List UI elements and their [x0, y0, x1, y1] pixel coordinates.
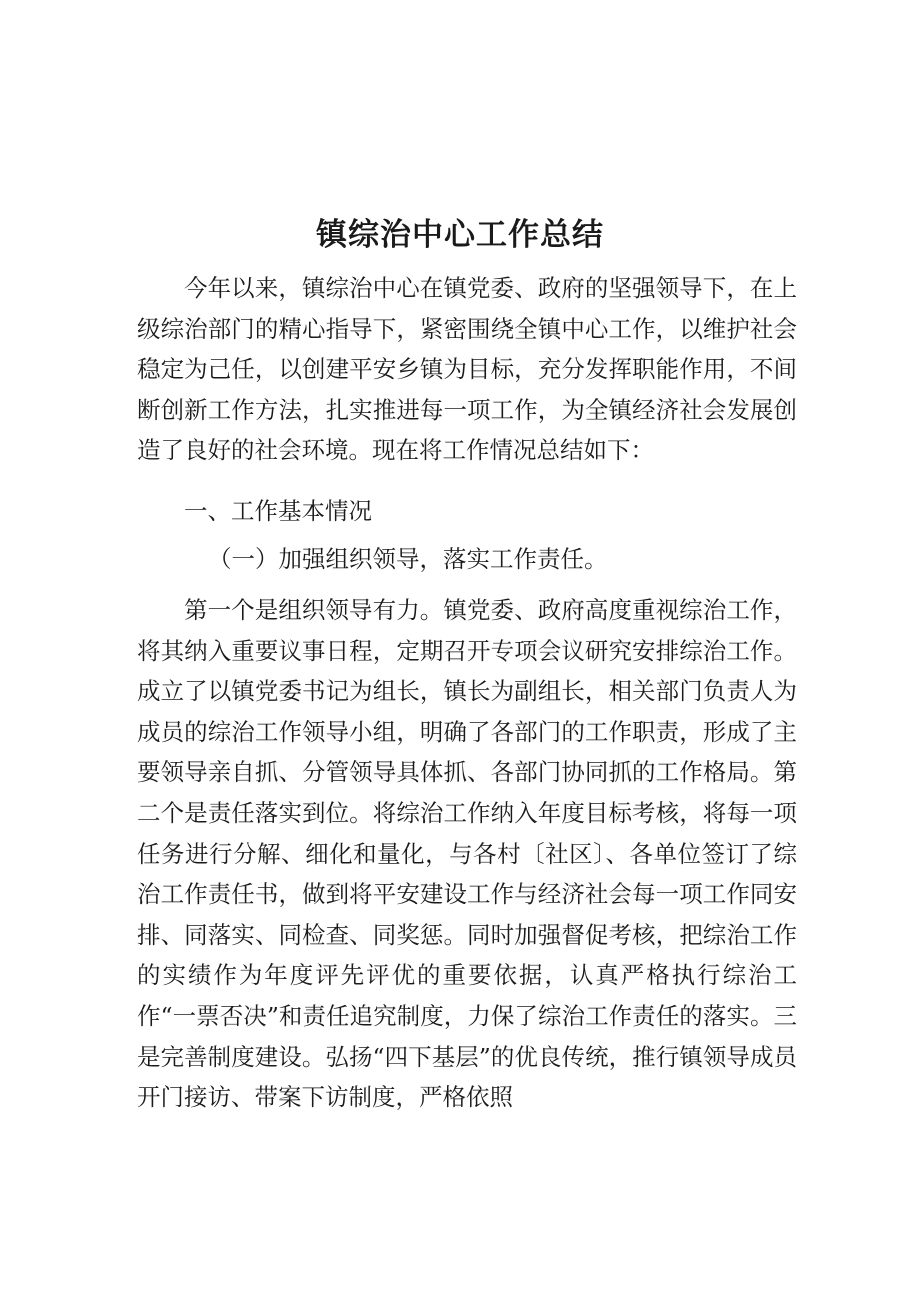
- body-paragraph: 第一个是组织领导有力。镇党委、政府高度重视综治工作，将其纳入重要议事日程，定期召开专项会议研究安排综治工作。成立了以镇党委书记为组长，镇长为副组长，相关部门负责人为成员的综治工作领导小组，明确了各部门的工作职责，形成了主要领导亲自抓、分管领导具体抓、各部门协同抓的工作格局。第二个是责任落实到位。将综治工作纳入年度目标考核，将每一项任务进行分解、细化和量化，与各村〔社区〕、各单位签订了综治工作责任书，做到将平安建设工作与经济社会每一项工作同安排、同落实、同检查、同奖惩。同时加强督促考核，把综治工作的实绩作为年度评先评优的重要依据，认真严格执行综治工作“一票否决”和责任追究制度，力保了综治工作责任的落实。三是完善制度建设。弘扬“四下基层”的优良传统，推行镇领导成员开门接访、带案下访制度，严格依照: [137, 596, 797, 1112]
- section-heading: 一、工作基本情况: [184, 497, 372, 525]
- document-title: 镇综治中心工作总结: [316, 217, 604, 253]
- subsection-heading: （一）加强组织领导，落实工作责任。: [208, 545, 608, 573]
- intro-paragraph: 今年以来，镇综治中心在镇党委、政府的坚强领导下，在上级综治部门的精心指导下，紧密围绕全镇中心工作，以维护社会稳定为己任，以创建平安乡镇为目标，充分发挥职能作用，不间断创新工作方法，扎实推进每一项工作，为全镇经济社会发展创造了良好的社会环境。现在将工作情况总结如下：: [137, 274, 797, 465]
